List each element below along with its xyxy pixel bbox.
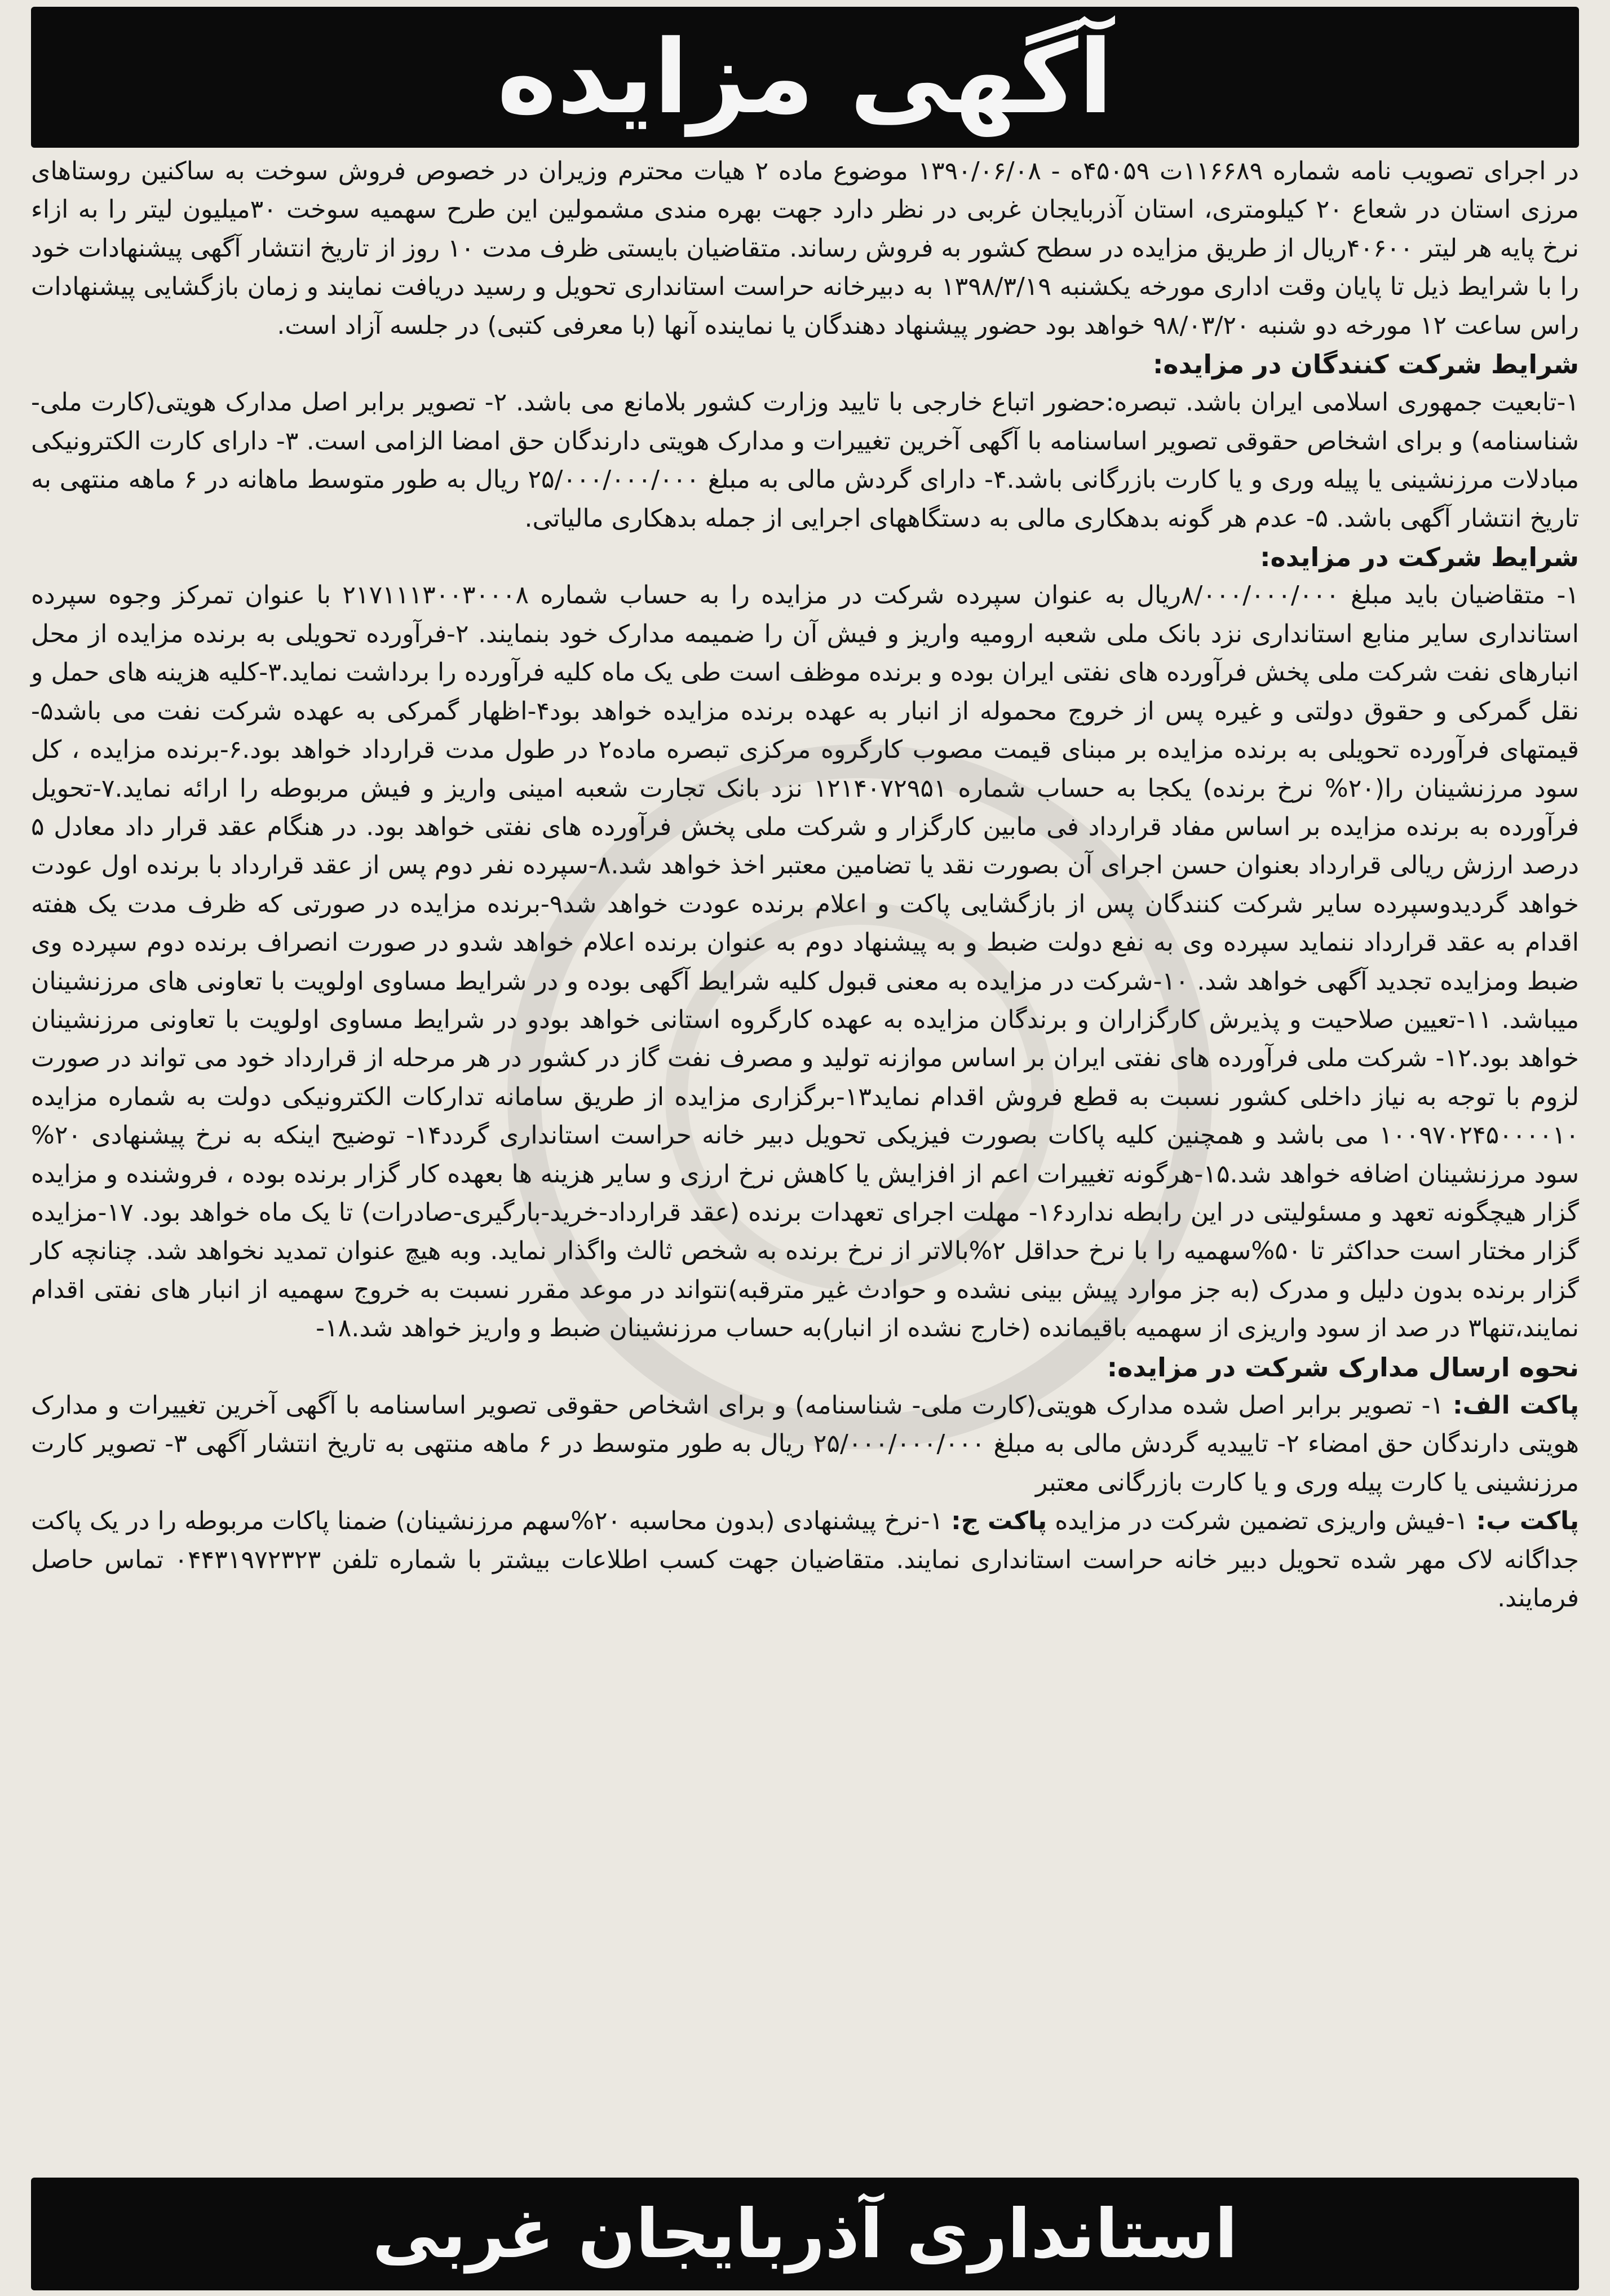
packet-a-text: ۱- تصویر برابر اصل شده مدارک هویتی(کارت ملی- شناسنامه) و برای اشخاص حقوقی تصویر اساسنامه با آگهی آخرین تغییرات و مدارک هویتی دارندگان حق امضاء ۲- تاییدیه گردش مالی به مبلغ ۲۵/۰۰۰/۰۰۰/۰۰۰ ریال به طور متوسط در ۶ ماهه منتهی به تاریخ انتشار آگهی ۳- تصویر کارت مرزنشینی یا کارت پیله وری و یا کارت بازرگانی معتبر: [31, 1391, 1580, 1497]
notice-body: [31, 152, 1579, 1618]
header-banner: [31, 7, 1579, 148]
packet-b-c: [31, 1502, 1579, 1618]
section-auction-conditions-heading: شرایط شرکت در مزایده:: [1260, 542, 1579, 573]
issuer-name: استانداری آذربایجان غربی: [372, 2195, 1238, 2273]
section-auction-conditions-text: ۱- متقاضیان باید مبلغ ۸/۰۰۰/۰۰۰/۰۰۰ریال به عنوان سپرده شرکت در مزایده را به حساب شماره ۲۱۷۱۱۱۳۰۰۳۰۰۰۸ با عنوان تمرکز وجوه سپرده استانداری سایر منابع استانداری نزد بانک ملی شعبه ارومیه واریز و فیش آن را ضمیمه مدارک خود بنمایند. ۲-فرآورده تحویلی به برنده مزایده از محل انبارهای نفت شرکت ملی پخش فرآورده های نفتی ایران بوده و برنده موظف است طی یک ماه کلیه فرآورده را برداشت نماید.۳-کلیه هزینه های حمل و نقل گمرکی و حقوق دولتی و غیره پس از خروج محموله از انبار به عهده برنده مزایده خواهد بود۴-اظهار گمرکی به عهده شرکت نفت می باشد۵-قیمتهای فرآورده تحویلی به برنده مزایده بر مبنای قیمت مصوب کارگروه مرکزی تبصره ماده۲ در طول مدت قرارداد خواهد بود.۶-برنده مزایده ، کل سود مرزنشینان را(۲۰% نرخ برنده) یکجا به حساب شماره ۱۲۱۴۰۷۲۹۵۱ نزد بانک تجارت شعبه امینی واریز و فیش مربوطه را ارائه نماید.۷-تحویل فرآورده به برنده مزایده بر اساس مفاد قرارداد فی مابین کارگزار و شرکت ملی پخش فرآورده های نفتی خواهد بود. در هنگام عقد قرار داد معادل ۵ درصد ارزش ریالی قرارداد بعنوان حسن اجرای آن بصورت نقد یا تضامین معتبر اخذ خواهد شد.۸-سپرده نفر دوم پس از عقد قرارداد با برنده اول عودت خواهد گردیدوسپرده سایر شرکت کنندگان پس از بازگشایی پاکت و اعلام برنده عودت خواهد شد۹-برنده مزایده در صورتی که ظرف مدت یک هفته اقدام به عقد قرارداد ننماید سپرده وی به نفع دولت ضبط و به پیشنهاد دوم به عنوان برنده اعلام خواهد شدو در صورت انصراف برنده دوم سپرده وی ضبط ومزایده تجدید آگهی خواهد شد. ۱۰-شرکت در مزایده به معنی قبول کلیه شرایط آگهی بوده و در شرایط مساوی اولویت با تعاونی های مرزنشینان میباشد. ۱۱-تعیین صلاحیت و پذیرش کارگزاران و برندگان مزایده به عهده کارگروه استانی خواهد بودو در شرایط مساوی اولویت با تعاونی مرزنشینان خواهد بود.۱۲- شرکت ملی فرآورده های نفتی ایران بر اساس موازنه تولید و مصرف نفت گاز در کشور در هر مرحله از قرارداد خود می تواند در صورت لزوم با توجه به نیاز داخلی کشور نسبت به قطع فروش اقدام نماید۱۳-برگزاری مزایده از طریق سامانه تدارکات الکترونیکی دولت به شماره مزایده ۱۰۰۹۷۰۲۴۵۰۰۰۰۱۰ می باشد و همچنین کلیه پاکات بصورت فیزیکی تحویل دبیر خانه حراست استانداری گردد۱۴- توضیح اینکه به نرخ پیشنهادی ۲۰% سود مرزنشینان اضافه خواهد شد.۱۵-هرگونه تغییرات اعم از افزایش یا کاهش نرخ ارزی و سایر هزینه ها بعهده کار گزار برنده بوده ، فروشنده و مزایده گزار هیچگونه تعهد و مسئولیتی در این رابطه ندارد۱۶- مهلت اجرای تعهدات برنده (عقد قرارداد-خرید-بارگیری-صادرات) تا یک ماه خواهد بود. ۱۷-مزایده گزار مختار است حداکثر تا ۵۰%سهمیه را با نرخ حداقل ۲%بالاتر از نرخ برنده به شخص ثالث واگذار نماید. وبه هیچ عنوان تمدید نخواهد شد. چنانچه کار گزار برنده بدون دلیل و مدرک (به جز موارد پیش بینی نشده و حوادث غیر مترقبه)نتواند در موعد مقرر نسبت به خروج سهمیه از انبار های نفتی اقدام نمایند،تنها۳ در صد از سود واریزی از سهمیه باقیمانده (خارج نشده از انبار)به حساب مرزنشینان ضبط و واریز خواهد شد.۱۸-: [31, 581, 1580, 1343]
packet-b-text: ۱-فیش واریزی تضمین شرکت در مزایده: [1055, 1507, 1469, 1536]
packet-b-label: پاکت ب:: [1476, 1507, 1579, 1536]
section-submission-heading: نحوه ارسال مدارک شرکت در مزایده:: [1107, 1352, 1579, 1383]
notice-title: آگهی مزایده: [497, 18, 1113, 136]
packet-c-text: ۱-نرخ پیشنهادی (بدون محاسبه ۲۰%سهم مرزنشینان) ضمنا پاکات مربوطه را در یک پاکت جداگانه لاک مهر شده تحویل دبیر خانه حراست استانداری نمایند. متقاضیان جهت کسب اطلاعات بیشتر با شماره تلفن ۰۴۴۳۱۹۷۲۳۲۳ تماس حاصل فرمایند.: [31, 1507, 1579, 1613]
section-participant-conditions-text: ۱-تابعیت جمهوری اسلامی ایران باشد. تبصره:حضور اتباع خارجی با تایید وزارت کشور بلامانع می باشد. ۲- تصویر برابر اصل مدارک هویتی(کارت ملی- شناسنامه) و برای اشخاص حقوقی تصویر اساسنامه با آگهی آخرین تغییرات و مدارک هویتی دارندگان حق امضا الزامی است. ۳- دارای کارت الکترونیکی مبادلات مرزنشینی یا پیله وری و یا کارت بازرگانی باشد.۴- دارای گردش مالی به مبلغ ۲۵/۰۰۰/۰۰۰/۰۰۰ ریال به طور متوسط ماهانه در ۶ ماهه منتهی به تاریخ انتشار آگهی باشد. ۵- عدم هر گونه بدهکاری مالی به دستگاههای اجرایی از جمله بدهکاری مالیاتی.: [31, 388, 1580, 533]
packet-a: [31, 1387, 1579, 1502]
packet-a-label: پاکت الف:: [1453, 1391, 1579, 1420]
intro-paragraph: در اجرای تصویب نامه شماره ۱۱۶۶۸۹ت ۴۵۰۵۹ه - ۱۳۹۰/۰۶/۰۸ موضوع ماده ۲ هیات محترم وزیران در خصوص فروش سوخت به ساکنین روستاهای مرزی استان در شعاع ۲۰ کیلومتری، استان آذربایجان غربی در نظر دارد جهت بهره مندی مشمولین این طرح سهمیه سوخت ۳۰میلیون لیتر را به ازاء نرخ پایه هر لیتر ۴۰۶۰۰ریال از طریق مزایده در سطح کشور به فروش رساند. متقاضیان بایستی ظرف مدت ۱۰ روز از تاریخ انتشار آگهی پیشنهادات خود را با شرایط ذیل تا پایان وقت اداری مورخه یکشنبه ۱۳۹۸/۳/۱۹ به دبیرخانه حراست استانداری تحویل و رسید دریافت نمایند و زمان بازگشایی پیشنهادات راس ساعت ۱۲ مورخه دو شنبه ۹۸/۰۳/۲۰ خواهد بود حضور پیشنهاد دهندگان یا نماینده آنها (با معرفی کتبی) در جلسه آزاد است.: [31, 157, 1580, 340]
packet-c-label: پاکت ج:: [951, 1507, 1047, 1536]
footer-banner: [31, 2178, 1579, 2290]
section-participant-conditions-heading: شرایط شرکت کنندگان در مزایده:: [1152, 349, 1579, 380]
